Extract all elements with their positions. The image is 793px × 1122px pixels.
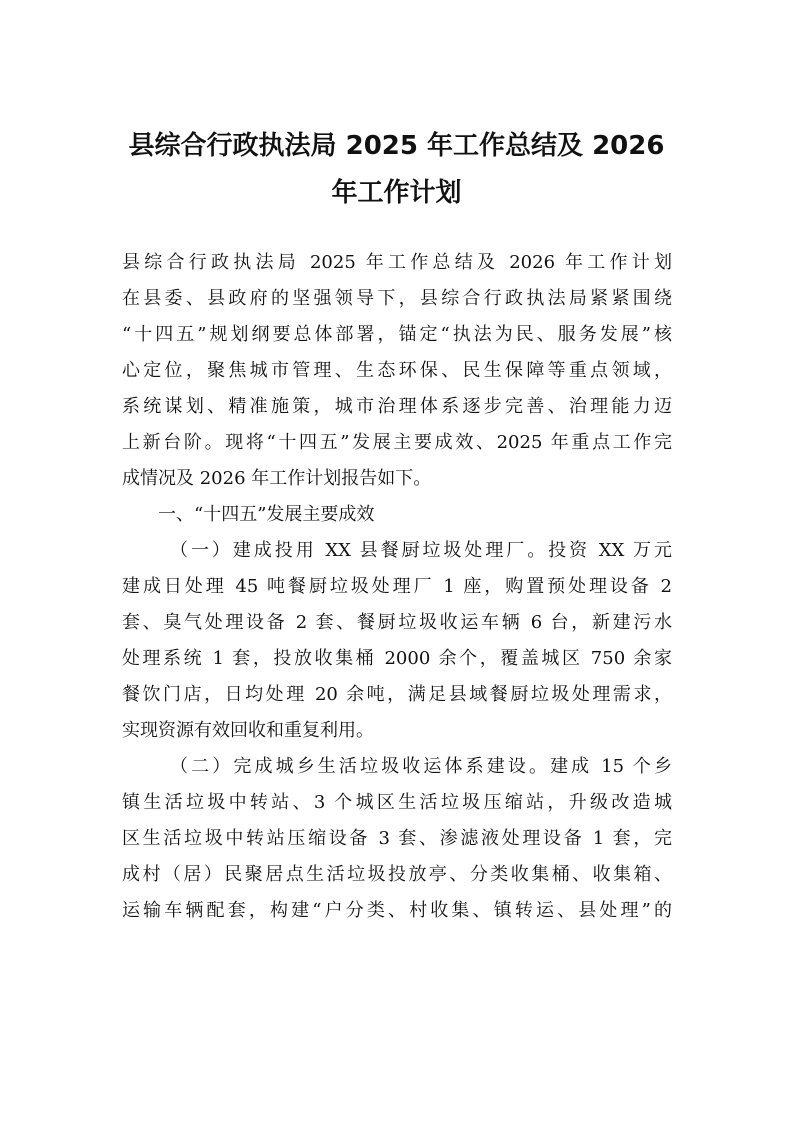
body-line: 县综合行政执法局 2025 年工作总结及 2026 年工作计划 bbox=[122, 252, 672, 273]
body-line: 实现资源有效回收和重复利用。 bbox=[122, 720, 374, 741]
body-line: 成情况及 2026 年工作计划报告如下。 bbox=[122, 468, 432, 489]
body-line: 处理系统 1 套，投放收集桶 2000 余个，覆盖城区 750 余家 bbox=[122, 648, 672, 669]
body-line: 区生活垃圾中转站压缩设备 3 套、渗滤液处理设备 1 套，完 bbox=[122, 828, 672, 849]
body-line: 在县委、县政府的坚强领导下，县综合行政执法局紧紧围绕 bbox=[122, 288, 672, 309]
body-line: （一）建成投用 XX 县餐厨垃圾处理厂。投资 XX 万元 bbox=[170, 540, 672, 561]
body-line: 系统谋划、精准施策，城市治理体系逐步完善、治理能力迈 bbox=[122, 396, 672, 417]
body-line: 心定位，聚焦城市管理、生态环保、民生保障等重点领域， bbox=[122, 360, 672, 381]
body-line: 镇生活垃圾中转站、3 个城区生活垃圾压缩站，升级改造城 bbox=[122, 792, 672, 813]
body-line: 餐饮门店，日均处理 20 余吨，满足县域餐厨垃圾处理需求， bbox=[122, 684, 672, 705]
body-line: “十四五”规划纲要总体部署，锚定“执法为民、服务发展”核 bbox=[122, 324, 672, 345]
document-title-line-2: 年工作计划 bbox=[331, 178, 462, 208]
body-line: 套、臭气处理设备 2 套、餐厨垃圾收运车辆 6 台，新建污水 bbox=[122, 612, 672, 633]
section-heading: 一、“十四五”发展主要成效 bbox=[158, 504, 375, 525]
body-line: 建成日处理 45 吨餐厨垃圾处理厂 1 座，购置预处理设备 2 bbox=[122, 576, 672, 597]
body-line: 上新台阶。现将“十四五”发展主要成效、2025 年重点工作完 bbox=[122, 432, 672, 453]
body-line: （二）完成城乡生活垃圾收运体系建设。建成 15 个乡 bbox=[170, 756, 672, 777]
document-title-line-1: 县综合行政执法局 2025 年工作总结及 2026 bbox=[128, 131, 665, 161]
body-line: 运输车辆配套，构建“户分类、村收集、镇转运、县处理”的 bbox=[122, 900, 672, 921]
body-line: 成村（居）民聚居点生活垃圾投放亭、分类收集桶、收集箱、 bbox=[122, 864, 672, 885]
